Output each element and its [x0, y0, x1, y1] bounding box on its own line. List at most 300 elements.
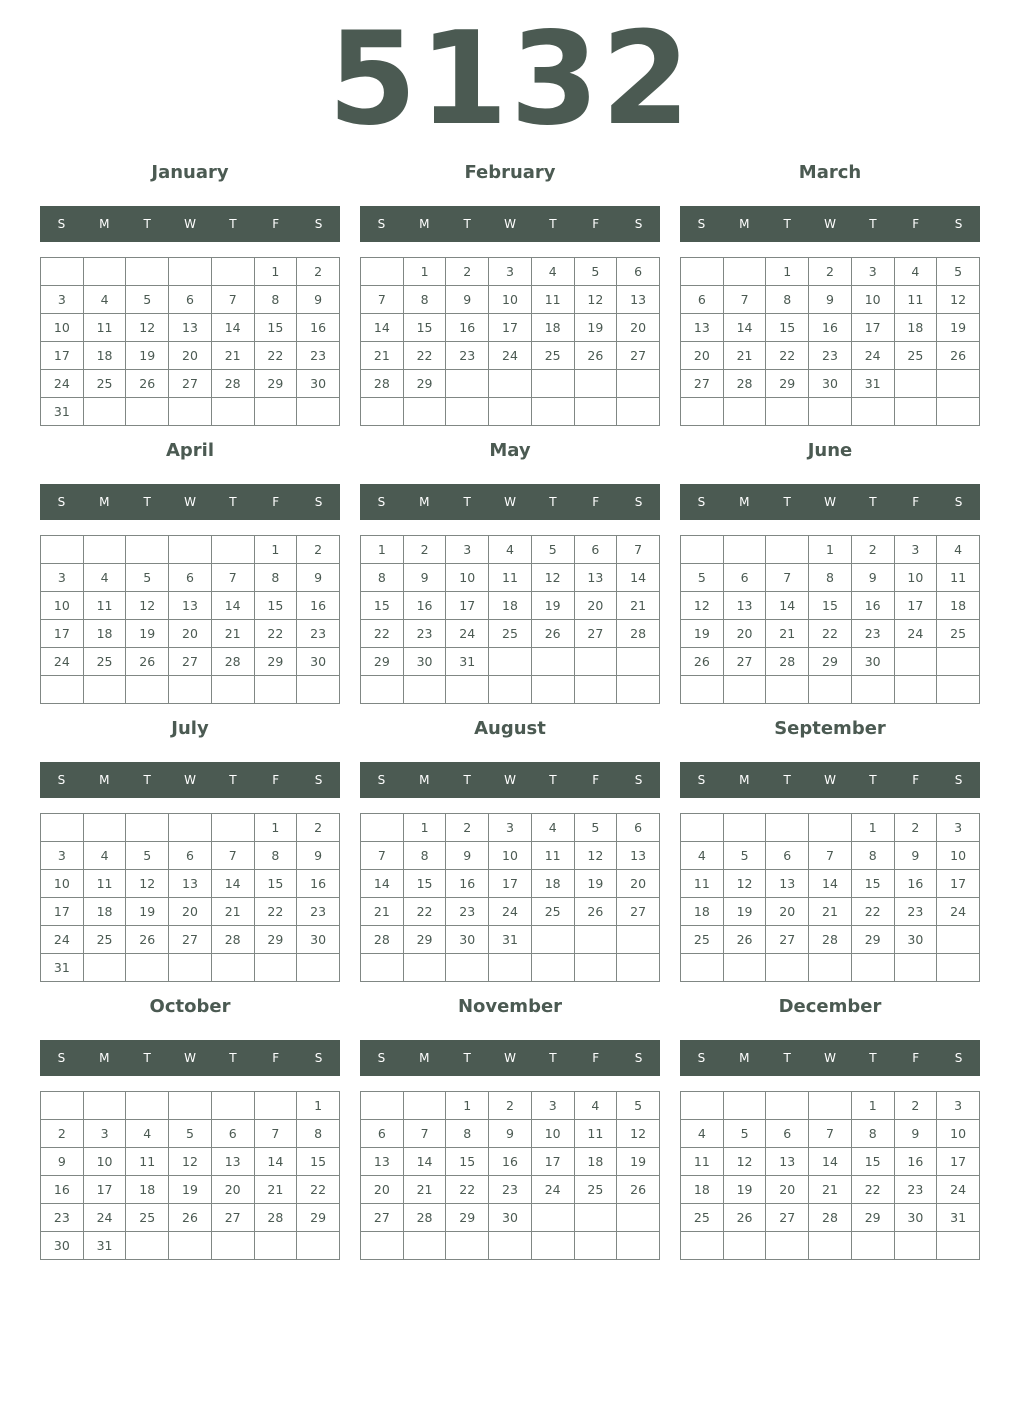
day-cell: 6 [169, 564, 212, 592]
day-cell: 18 [83, 898, 126, 926]
day-cell: 6 [681, 286, 724, 314]
day-cell: 28 [723, 370, 766, 398]
day-cell: 29 [254, 648, 297, 676]
day-cell: 12 [531, 564, 574, 592]
day-cell: 21 [403, 1176, 446, 1204]
empty-cell [254, 954, 297, 982]
day-cell: 31 [851, 370, 894, 398]
day-cell: 7 [211, 564, 254, 592]
day-cell: 24 [489, 898, 532, 926]
weekday-label: T [869, 773, 877, 787]
weekday-label: T [783, 217, 791, 231]
day-cell: 10 [41, 314, 84, 342]
day-cell: 28 [211, 926, 254, 954]
day-cell: 21 [211, 342, 254, 370]
empty-cell [617, 926, 660, 954]
week-row [41, 1232, 340, 1260]
empty-cell [126, 1092, 169, 1120]
weekday-label: T [549, 217, 557, 231]
day-cell: 23 [446, 898, 489, 926]
day-cell: 2 [489, 1092, 532, 1120]
weekday-label: F [912, 773, 920, 787]
day-cell: 14 [809, 870, 852, 898]
empty-cell [361, 258, 404, 286]
day-cell: 15 [446, 1148, 489, 1176]
day-cell: 7 [403, 1120, 446, 1148]
empty-cell [83, 536, 126, 564]
day-cell: 19 [169, 1176, 212, 1204]
empty-cell [169, 1092, 212, 1120]
day-cell: 13 [617, 842, 660, 870]
empty-cell [574, 676, 617, 704]
weekday-label: F [912, 217, 920, 231]
week-row [41, 286, 340, 314]
day-cell: 21 [723, 342, 766, 370]
week-row [41, 620, 340, 648]
empty-cell [531, 926, 574, 954]
day-cell: 13 [766, 870, 809, 898]
day-cell: 22 [403, 898, 446, 926]
day-cell: 17 [83, 1176, 126, 1204]
day-cell: 2 [297, 258, 340, 286]
day-cell: 22 [809, 620, 852, 648]
empty-cell [851, 954, 894, 982]
day-cell: 16 [894, 1148, 937, 1176]
day-cell: 18 [83, 620, 126, 648]
empty-cell [254, 1092, 297, 1120]
day-cell: 6 [574, 536, 617, 564]
day-cell: 31 [937, 1204, 980, 1232]
day-cell: 1 [403, 258, 446, 286]
day-cell: 31 [41, 954, 84, 982]
weekday-label: S [57, 1051, 66, 1065]
day-cell: 20 [617, 870, 660, 898]
month-name: April [165, 440, 215, 461]
weekday-label: T [229, 217, 237, 231]
weekday-label: F [272, 217, 280, 231]
day-cell: 20 [169, 620, 212, 648]
day-cell: 1 [254, 258, 297, 286]
week-row [41, 398, 340, 426]
empty-cell [723, 398, 766, 426]
day-cell: 5 [681, 564, 724, 592]
week-row [41, 1148, 340, 1176]
day-cell: 19 [723, 1176, 766, 1204]
week-row [361, 370, 660, 398]
day-cell: 16 [446, 870, 489, 898]
day-cell: 3 [83, 1120, 126, 1148]
empty-cell [41, 814, 84, 842]
empty-cell [937, 648, 980, 676]
empty-cell [169, 676, 212, 704]
day-cell: 10 [531, 1120, 574, 1148]
day-cell: 13 [766, 1148, 809, 1176]
day-cell: 18 [489, 592, 532, 620]
empty-cell [851, 398, 894, 426]
weekday-label: W [824, 495, 836, 509]
day-cell: 3 [937, 814, 980, 842]
empty-cell [126, 536, 169, 564]
weekday-header [680, 762, 980, 798]
weekday-label: S [954, 1051, 963, 1065]
day-cell: 31 [489, 926, 532, 954]
empty-cell [403, 676, 446, 704]
week-row [361, 1176, 660, 1204]
day-cell: 27 [617, 342, 660, 370]
day-cell: 30 [894, 926, 937, 954]
day-cell: 31 [41, 398, 84, 426]
empty-cell [723, 1092, 766, 1120]
month-name: September [774, 718, 886, 739]
empty-cell [297, 954, 340, 982]
weekday-label: F [912, 1051, 920, 1065]
day-cell: 2 [403, 536, 446, 564]
week-row [361, 342, 660, 370]
weekday-label: F [592, 1051, 600, 1065]
day-cell: 8 [297, 1120, 340, 1148]
day-cell: 18 [937, 592, 980, 620]
day-cell: 14 [723, 314, 766, 342]
day-cell: 22 [851, 1176, 894, 1204]
day-cell: 15 [254, 314, 297, 342]
empty-cell [126, 954, 169, 982]
day-cell: 11 [531, 842, 574, 870]
day-cell: 7 [809, 842, 852, 870]
week-row [361, 926, 660, 954]
day-cell: 15 [766, 314, 809, 342]
empty-cell [254, 398, 297, 426]
empty-cell [681, 954, 724, 982]
day-cell: 28 [809, 1204, 852, 1232]
day-cell: 25 [531, 342, 574, 370]
weekday-label: W [504, 495, 516, 509]
empty-cell [809, 814, 852, 842]
weekday-header [360, 1040, 660, 1076]
weekday-label: S [697, 773, 706, 787]
day-cell: 25 [937, 620, 980, 648]
day-cell: 1 [809, 536, 852, 564]
day-cell: 20 [361, 1176, 404, 1204]
day-cell: 13 [617, 286, 660, 314]
day-cell: 22 [403, 342, 446, 370]
empty-cell [681, 1232, 724, 1260]
weekday-label: S [634, 495, 643, 509]
week-row [41, 1176, 340, 1204]
day-cell: 29 [297, 1204, 340, 1232]
empty-cell [531, 1232, 574, 1260]
week-row [41, 1092, 340, 1120]
week-row [41, 536, 340, 564]
day-cell: 2 [446, 814, 489, 842]
day-cell: 3 [937, 1092, 980, 1120]
day-cell: 20 [723, 620, 766, 648]
day-cell: 18 [531, 314, 574, 342]
week-row [681, 398, 980, 426]
day-cell: 24 [41, 370, 84, 398]
day-cell: 13 [211, 1148, 254, 1176]
empty-cell [489, 1232, 532, 1260]
day-cell: 23 [41, 1204, 84, 1232]
month-name: October [149, 996, 231, 1017]
weekday-label: T [143, 217, 151, 231]
week-row [41, 1204, 340, 1232]
day-cell: 16 [41, 1176, 84, 1204]
day-cell: 11 [83, 314, 126, 342]
day-cell: 22 [766, 342, 809, 370]
day-grid [360, 813, 660, 982]
empty-cell [617, 1204, 660, 1232]
weekday-header [40, 1040, 340, 1076]
day-cell: 12 [126, 870, 169, 898]
day-cell: 29 [361, 648, 404, 676]
day-cell: 8 [254, 842, 297, 870]
weekday-label: T [783, 1051, 791, 1065]
empty-cell [361, 676, 404, 704]
day-cell: 8 [851, 842, 894, 870]
day-cell: 26 [126, 648, 169, 676]
day-cell: 29 [851, 1204, 894, 1232]
empty-cell [531, 954, 574, 982]
weekday-label: T [143, 495, 151, 509]
day-cell: 3 [531, 1092, 574, 1120]
day-cell: 9 [297, 564, 340, 592]
day-cell: 30 [809, 370, 852, 398]
weekday-label: M [419, 773, 430, 787]
weekday-label: F [912, 495, 920, 509]
empty-cell [41, 1092, 84, 1120]
weekday-label: W [184, 773, 196, 787]
day-cell: 10 [41, 592, 84, 620]
day-cell: 27 [169, 926, 212, 954]
day-cell: 14 [809, 1148, 852, 1176]
day-cell: 11 [83, 870, 126, 898]
empty-cell [617, 398, 660, 426]
empty-cell [851, 1232, 894, 1260]
day-cell: 26 [126, 370, 169, 398]
day-cell: 14 [254, 1148, 297, 1176]
empty-cell [809, 1232, 852, 1260]
week-row [41, 564, 340, 592]
day-cell: 1 [766, 258, 809, 286]
day-cell: 10 [41, 870, 84, 898]
day-cell: 12 [617, 1120, 660, 1148]
month-name: June [807, 440, 853, 461]
day-cell: 26 [723, 926, 766, 954]
day-cell: 21 [361, 898, 404, 926]
day-cell: 7 [723, 286, 766, 314]
day-cell: 3 [41, 564, 84, 592]
weekday-label: W [824, 1051, 836, 1065]
empty-cell [169, 536, 212, 564]
week-row [361, 842, 660, 870]
day-cell: 28 [361, 926, 404, 954]
day-cell: 5 [574, 258, 617, 286]
day-cell: 20 [766, 898, 809, 926]
day-cell: 27 [617, 898, 660, 926]
week-row [681, 842, 980, 870]
month-name: December [778, 996, 882, 1017]
day-cell: 13 [169, 592, 212, 620]
day-cell: 19 [723, 898, 766, 926]
day-cell: 11 [894, 286, 937, 314]
empty-cell [723, 954, 766, 982]
day-cell: 18 [126, 1176, 169, 1204]
day-cell: 1 [361, 536, 404, 564]
day-cell: 2 [297, 536, 340, 564]
week-row [41, 926, 340, 954]
weekday-label: T [549, 773, 557, 787]
day-cell: 5 [126, 286, 169, 314]
week-row [41, 370, 340, 398]
day-cell: 5 [723, 1120, 766, 1148]
weekday-label: S [377, 495, 386, 509]
day-cell: 8 [361, 564, 404, 592]
empty-cell [489, 954, 532, 982]
empty-cell [617, 1232, 660, 1260]
empty-cell [126, 814, 169, 842]
week-row [681, 258, 980, 286]
month-name: January [151, 162, 229, 183]
day-cell: 27 [574, 620, 617, 648]
week-row [361, 1232, 660, 1260]
day-cell: 24 [937, 898, 980, 926]
week-row [681, 370, 980, 398]
weekday-label: S [314, 773, 323, 787]
day-cell: 29 [851, 926, 894, 954]
empty-cell [617, 676, 660, 704]
empty-cell [574, 1232, 617, 1260]
weekday-label: W [184, 1051, 196, 1065]
weekday-label: W [504, 217, 516, 231]
weekday-label: F [272, 1051, 280, 1065]
day-cell: 20 [681, 342, 724, 370]
empty-cell [937, 370, 980, 398]
empty-cell [169, 814, 212, 842]
week-row [361, 954, 660, 982]
day-cell: 9 [894, 842, 937, 870]
day-cell: 1 [851, 1092, 894, 1120]
day-cell: 30 [446, 926, 489, 954]
week-row [41, 314, 340, 342]
day-cell: 6 [211, 1120, 254, 1148]
weekday-label: W [184, 217, 196, 231]
day-cell: 4 [83, 842, 126, 870]
week-row [681, 926, 980, 954]
month-name: August [474, 718, 546, 739]
empty-cell [894, 954, 937, 982]
empty-cell [681, 1092, 724, 1120]
weekday-label: T [549, 1051, 557, 1065]
weekday-label: S [697, 217, 706, 231]
day-cell: 14 [766, 592, 809, 620]
day-cell: 26 [617, 1176, 660, 1204]
day-cell: 30 [851, 648, 894, 676]
day-cell: 16 [297, 870, 340, 898]
day-cell: 6 [361, 1120, 404, 1148]
day-cell: 16 [403, 592, 446, 620]
week-row [361, 620, 660, 648]
empty-cell [126, 398, 169, 426]
empty-cell [169, 398, 212, 426]
day-cell: 16 [446, 314, 489, 342]
day-cell: 17 [894, 592, 937, 620]
empty-cell [297, 1232, 340, 1260]
day-cell: 25 [83, 648, 126, 676]
day-grid [360, 535, 660, 704]
weekday-label: M [99, 495, 110, 509]
empty-cell [574, 1204, 617, 1232]
day-cell: 3 [41, 842, 84, 870]
empty-cell [489, 398, 532, 426]
week-row [361, 1120, 660, 1148]
weekday-label: S [634, 773, 643, 787]
day-grid [40, 813, 340, 982]
day-cell: 27 [169, 648, 212, 676]
empty-cell [617, 370, 660, 398]
week-row [681, 898, 980, 926]
day-cell: 25 [681, 1204, 724, 1232]
day-cell: 24 [531, 1176, 574, 1204]
empty-cell [361, 814, 404, 842]
day-cell: 9 [446, 842, 489, 870]
day-cell: 26 [681, 648, 724, 676]
empty-cell [446, 1232, 489, 1260]
week-row [361, 1148, 660, 1176]
weekday-label: T [869, 217, 877, 231]
weekday-label: F [272, 495, 280, 509]
empty-cell [617, 954, 660, 982]
empty-cell [531, 370, 574, 398]
day-cell: 11 [83, 592, 126, 620]
day-cell: 4 [531, 258, 574, 286]
day-cell: 24 [489, 342, 532, 370]
empty-cell [937, 926, 980, 954]
day-cell: 5 [531, 536, 574, 564]
week-row [41, 954, 340, 982]
day-cell: 25 [574, 1176, 617, 1204]
empty-cell [83, 954, 126, 982]
day-cell: 9 [809, 286, 852, 314]
weekday-header [360, 762, 660, 798]
day-cell: 23 [851, 620, 894, 648]
day-cell: 17 [41, 898, 84, 926]
day-cell: 8 [766, 286, 809, 314]
weekday-label: F [592, 495, 600, 509]
empty-cell [361, 954, 404, 982]
day-cell: 20 [169, 342, 212, 370]
week-row [681, 1120, 980, 1148]
empty-cell [126, 676, 169, 704]
empty-cell [766, 536, 809, 564]
day-cell: 28 [617, 620, 660, 648]
day-cell: 19 [574, 314, 617, 342]
empty-cell [403, 1092, 446, 1120]
day-cell: 25 [126, 1204, 169, 1232]
day-grid [680, 535, 980, 704]
day-cell: 4 [531, 814, 574, 842]
week-row [681, 1232, 980, 1260]
day-cell: 15 [254, 592, 297, 620]
day-cell: 19 [681, 620, 724, 648]
empty-cell [809, 954, 852, 982]
day-cell: 8 [851, 1120, 894, 1148]
day-cell: 13 [361, 1148, 404, 1176]
day-cell: 16 [297, 314, 340, 342]
empty-cell [489, 648, 532, 676]
day-cell: 11 [681, 1148, 724, 1176]
day-cell: 21 [809, 1176, 852, 1204]
day-cell: 1 [446, 1092, 489, 1120]
